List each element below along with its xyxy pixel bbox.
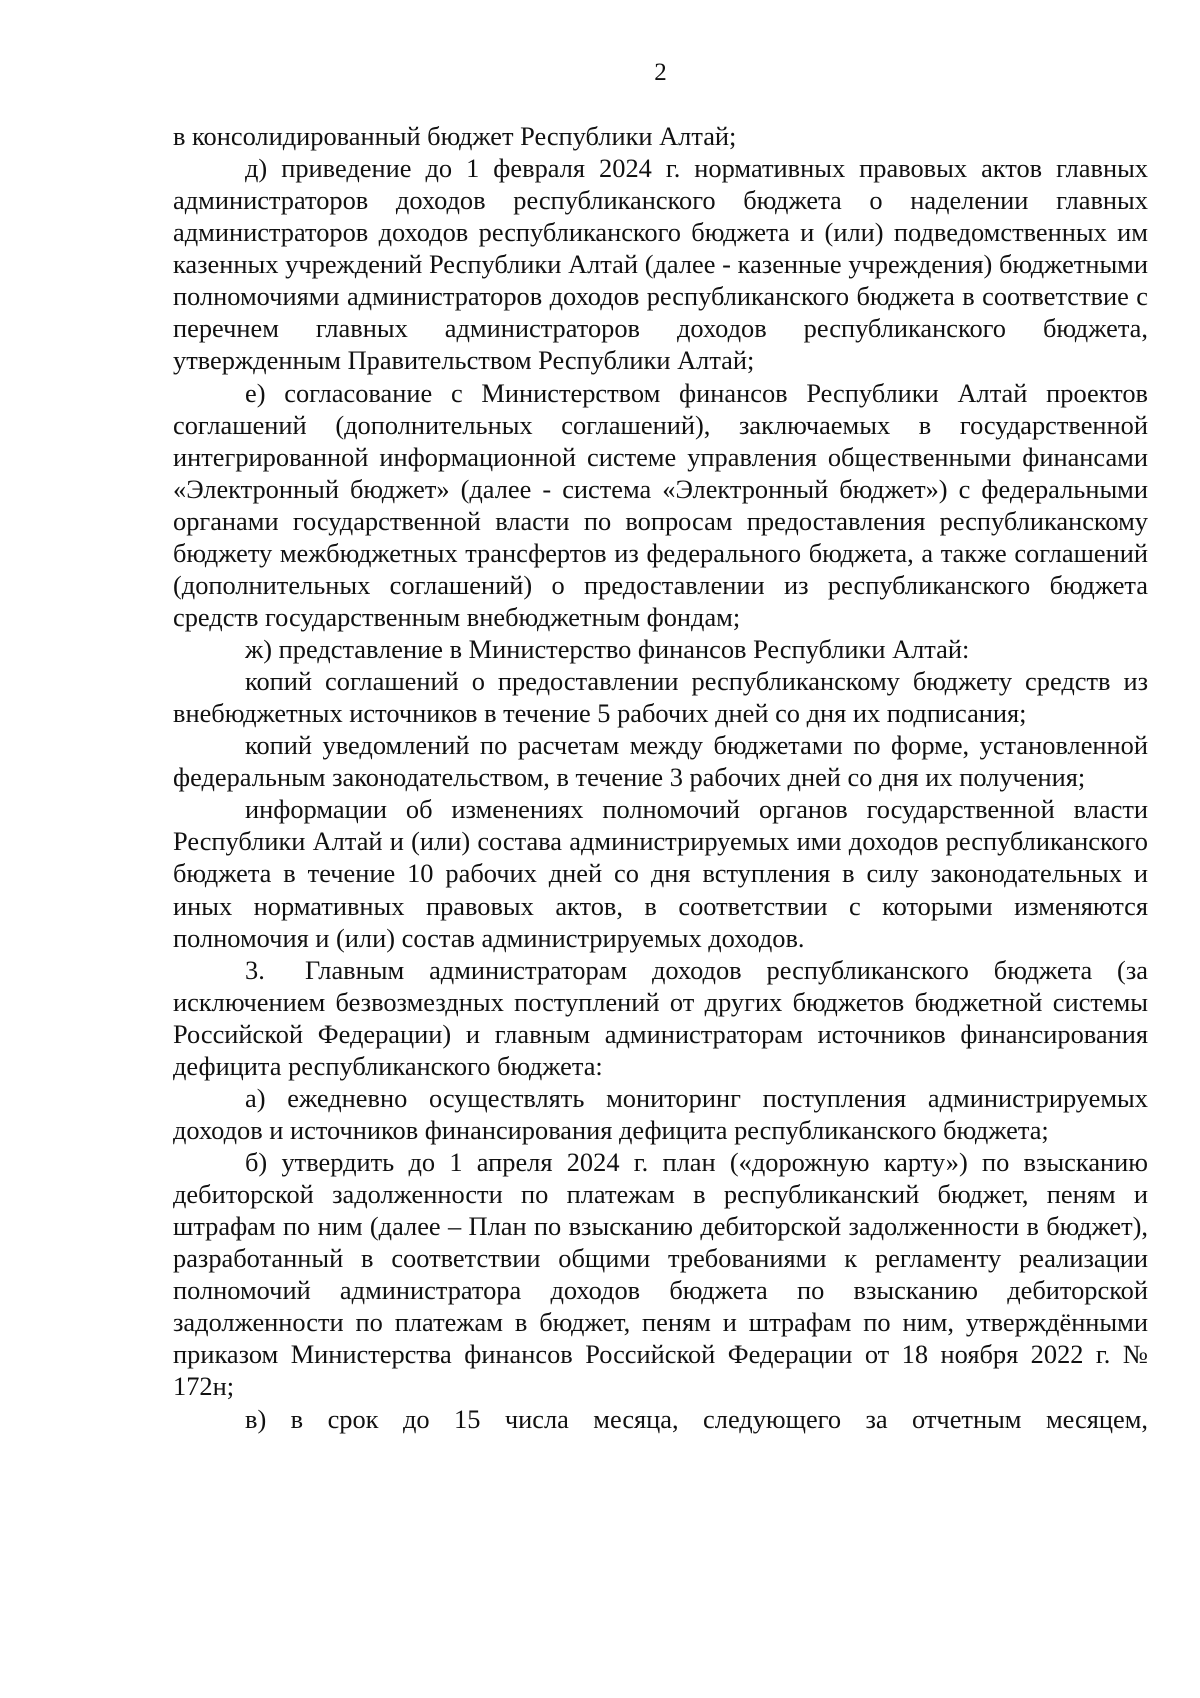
paragraph-item-d: д) приведение до 1 февраля 2024 г. нормативных правовых актов главных администраторов доходов республиканского бюджета о наделении главных администраторов доходов республиканского бюджета и (или) подведомственных им казенных учреждений Республики Алтай (далее - казенные учреждения) бюджетными полномочиями администраторов доходов республиканского бюджета в соответствие с перечнем главных администраторов доходов республиканского бюджета, утвержденным Правительством Республики Алтай; [173, 153, 1148, 376]
page-number: 2 [654, 59, 667, 86]
paragraph-powers-changes: информации об изменениях полномочий органов государственной власти Республики Алтай и (или) состава администрируемых ими доходов республиканского бюджета в течение 10 рабочих дней со дня вступления в силу законодательных и иных нормативных правовых актов, в соответствии с которыми изменяются полномочия и (или) состав администрируемых доходов. [173, 794, 1148, 953]
paragraph-item-a: а) ежедневно осуществлять мониторинг поступления администрируемых доходов и источников финансирования дефицита республиканского бюджета; [173, 1082, 1148, 1145]
paragraph-item-b: б) утвердить до 1 апреля 2024 г. план («дорожную карту») по взысканию дебиторской задолженности по платежам в республиканский бюджет, пеням и штрафам по ним (далее – План по взысканию дебиторской задолженности в бюджет), разработанный в соответствии общими требованиями к регламенту реализации полномочий администратора доходов бюджета по взысканию дебиторской задолженности по платежам в бюджет, пеням и штрафам по ним, утверждёнными приказом Министерства финансов Российской Федерации от 18 ноября 2022 г. № 172н; [173, 1147, 1148, 1402]
paragraph-section-3 [173, 954, 1148, 1082]
paragraph-notifications-copies: копий уведомлений по расчетам между бюджетами по форме, установленной федеральным законодательством, в течение 3 рабочих дней со дня их получения; [173, 730, 1148, 793]
document-body [173, 120, 1148, 1435]
section-3-text: Главным администраторам доходов республиканского бюджета (за исключением безвозмездных поступлений от других бюджетов бюджетной системы Российской Федерации) и главным администраторам источников финансирования дефицита республиканского бюджета: [173, 954, 1148, 1081]
paragraph-item-v: в) в срок до 15 числа месяца, следующего за отчетным месяцем, [245, 1403, 1148, 1434]
paragraph-agreements-copies: копий соглашений о предоставлении республиканскому бюджету средств из внебюджетных источников в течение 5 рабочих дней со дня их подписания; [173, 666, 1148, 729]
paragraph-item-e: е) согласование с Министерством финансов Республики Алтай проектов соглашений (дополнительных соглашений), заключаемых в государственной интегрированной информационной системе управления общественными финансами «Электронный бюджет» (далее - система «Электронный бюджет») с федеральными органами государственной власти по вопросам предоставления республиканскому бюджету межбюджетных трансфертов из федерального бюджета, а также соглашений (дополнительных соглашений) о предоставлении из республиканского бюджета средств государственным внебюджетным фондам; [173, 377, 1148, 632]
document-page [173, 0, 1148, 1698]
section-number: 3. [245, 954, 265, 985]
paragraph-item-zh: ж) представление в Министерство финансов Республики Алтай: [245, 634, 970, 664]
paragraph-continuation: в консолидированный бюджет Республики Алтай; [173, 121, 737, 151]
